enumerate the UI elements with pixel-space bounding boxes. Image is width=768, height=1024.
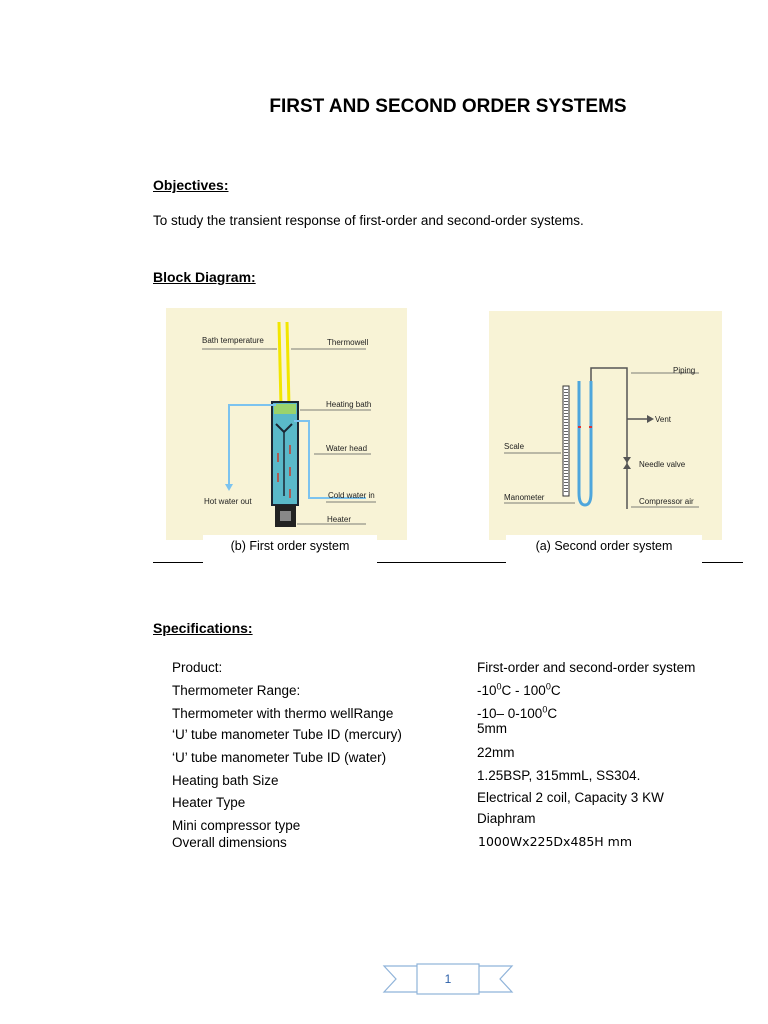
spec-value-thermometer-range: $-10^0C - 100^0C$ xyxy=(477,681,561,698)
hot-water-out-pipe xyxy=(229,405,276,486)
manometer-label: Manometer xyxy=(504,493,545,502)
spec-value-bath-size: 1.25BSP, 315mmL, SS304. xyxy=(477,768,641,783)
heating-bath-column xyxy=(272,402,298,505)
heater-core xyxy=(280,511,291,521)
spec-label: Mini compressor type xyxy=(172,818,301,833)
caption-rule xyxy=(377,562,506,563)
water-head-label: Water head xyxy=(326,444,368,453)
thermowell-tube xyxy=(287,322,289,406)
page-number-ribbon xyxy=(382,962,514,996)
spec-label: Thermometer Range: xyxy=(172,683,301,698)
heating-bath-label: Heating bath xyxy=(326,400,372,409)
second-order-diagram xyxy=(489,311,722,540)
spec-label: Heater Type xyxy=(172,795,246,810)
page-number: 1 xyxy=(444,972,452,986)
bath-temperature-label: Bath temperature xyxy=(202,336,264,345)
spec-value-product: First-order and second-order system xyxy=(477,660,696,675)
block-diagram-heading: Block Diagram: xyxy=(153,269,256,285)
vent-label: Vent xyxy=(655,415,672,424)
first-order-diagram-svg xyxy=(166,308,407,540)
first-order-caption: (b) First order system xyxy=(203,535,377,561)
spec-value-water: 22mm xyxy=(477,745,515,760)
second-order-diagram-svg xyxy=(489,311,722,540)
objectives-text: To study the transient response of first-order and second-order systems. xyxy=(153,213,584,228)
second-order-caption: (a) Second order system xyxy=(506,535,702,561)
leader-lines xyxy=(504,373,699,507)
spec-label: ‘U’ tube manometer Tube ID (water) xyxy=(172,750,387,765)
spec-label: Thermometer with thermo wellRange xyxy=(172,706,394,721)
thermowell-label: Thermowell xyxy=(327,338,369,347)
page-title: FIRST AND SECOND ORDER SYSTEMS xyxy=(269,96,627,117)
objectives-heading: Objectives: xyxy=(153,177,229,193)
heating-bath-top xyxy=(274,404,296,414)
first-order-diagram xyxy=(166,308,407,540)
cold-water-in-label: Cold water in xyxy=(328,491,375,500)
spec-value-mercury: 5mm xyxy=(477,721,507,736)
vent-arrow xyxy=(647,415,654,423)
hot-water-out-arrow xyxy=(225,484,233,491)
needle-valve-label: Needle valve xyxy=(639,460,686,469)
spec-value-dimensions: 1000Wx225Dx485H mm xyxy=(478,834,633,849)
thermowell-tube xyxy=(279,322,281,406)
spec-label: Overall dimensions xyxy=(172,835,287,850)
spec-label: Product: xyxy=(172,660,223,675)
u-tube-manometer xyxy=(579,381,591,505)
needle-valve-icon xyxy=(623,457,631,463)
spec-label: ‘U’ tube manometer Tube ID (mercury) xyxy=(172,727,402,742)
spec-value-thermo-well: -10– $0-100^0C$ xyxy=(477,704,558,721)
caption-rule xyxy=(153,562,203,563)
spec-value-heater: Electrical 2 coil, Capacity 3 KW xyxy=(477,790,664,805)
specifications-heading: Specifications: xyxy=(153,620,253,636)
piping-label: Piping xyxy=(673,366,696,375)
compressor-air-label: Compressor air xyxy=(639,497,694,506)
scale-label: Scale xyxy=(504,442,525,451)
spec-value-compressor: Diaphram xyxy=(477,811,536,826)
cold-water-in-pipe xyxy=(294,421,366,498)
piping xyxy=(591,368,627,509)
hot-water-out-label: Hot water out xyxy=(204,497,252,506)
caption-rule xyxy=(702,562,743,563)
heater-label: Heater xyxy=(327,515,352,524)
spec-label: Heating bath Size xyxy=(172,773,279,788)
